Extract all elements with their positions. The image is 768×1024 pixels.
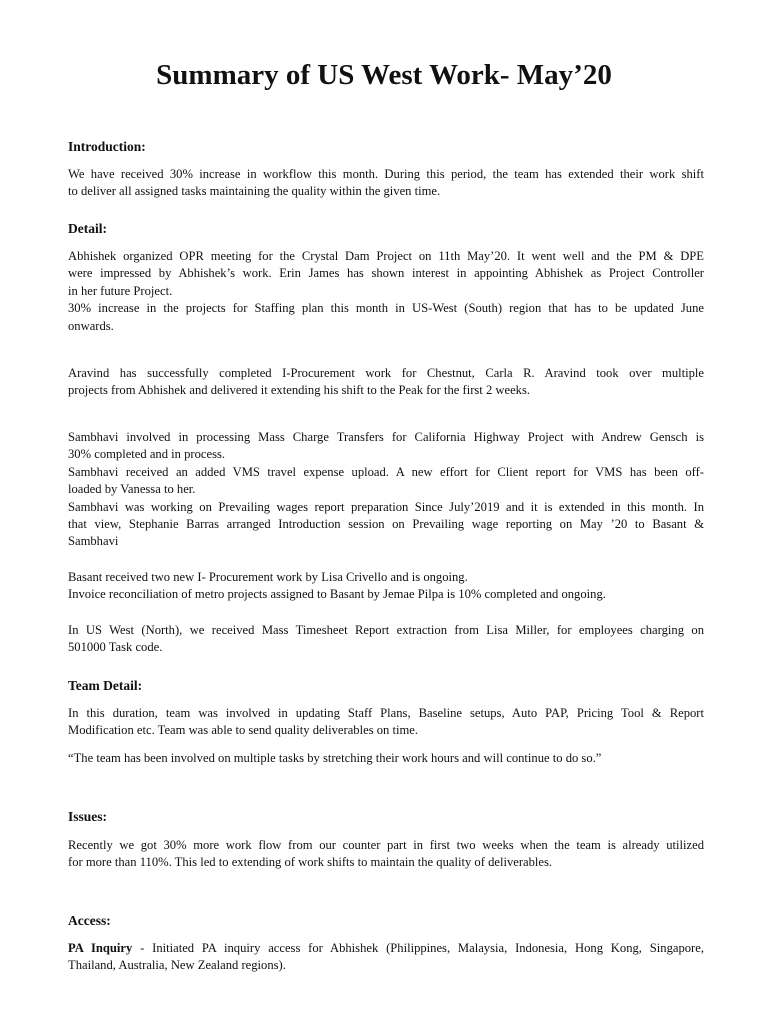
text-line: We have received 30% increase in workflow this month. During this period, the team has extended their work shift	[68, 167, 704, 181]
text-line: Sambhavi	[68, 534, 119, 549]
heading-detail: Detail:	[68, 221, 107, 236]
text-line: projects from Abhishek and delivered it extending his shift to the Peak for the first 2 weeks.	[68, 383, 531, 398]
paragraph-detail-abhishek	[68, 248, 704, 335]
text-line: Modification etc. Team was able to send quality deliverables on time.	[68, 723, 419, 738]
text-line: for more than 110%. This led to extending of work shifts to maintain the quality of deliverables.	[68, 855, 553, 870]
heading-team-detail: Team Detail:	[68, 678, 143, 693]
text-line: In this duration, team was involved in updating Staff Plans, Baseline setups, Auto PAP, Pricing Tool & Report	[68, 706, 704, 720]
text-line: In US West (North), we received Mass Timesheet Report extraction from Lisa Miller, for employees charging on	[68, 623, 704, 637]
text-line: Invoice reconciliation of metro projects assigned to Basant by Jemae Pilpa is 10% completed and ongoing.	[68, 587, 606, 602]
text-line: 30% increase in the projects for Staffing plan this month in US-West (South) region that has to be updated June	[68, 301, 704, 316]
text-line: onwards.	[68, 318, 114, 333]
text-line: 501000 Task code.	[68, 640, 163, 655]
text-line: Sambhavi received an added VMS travel expense upload. A new effort for Client report for VMS has been off-	[68, 464, 704, 479]
text-line	[68, 940, 704, 957]
paragraph-team-detail	[68, 705, 704, 740]
paragraph-detail-sambhavi	[68, 429, 704, 551]
paragraph-introduction	[68, 166, 704, 201]
text-line: were impressed by Abhishek’s work. Erin James has shown interest in appointing Abhishek as Project Controller	[68, 266, 704, 281]
text-line: Sambhavi involved in processing Mass Charge Transfers for California Highway Project with Andrew Gensch is	[68, 430, 704, 444]
heading-issues: Issues:	[68, 809, 108, 824]
pa-inquiry-label: PA Inquiry	[68, 941, 133, 955]
text-line: loaded by Vanessa to her.	[68, 482, 196, 497]
document-title: Summary of US West Work- May’20	[156, 59, 612, 91]
text-line: Sambhavi was working on Prevailing wages report preparation Since July’2019 and it is extended in this month. In	[68, 499, 704, 514]
text-line: Abhishek organized OPR meeting for the Crystal Dam Project on 11th May’20. It went well and the PM & DPE	[68, 249, 704, 263]
heading-introduction: Introduction:	[68, 139, 146, 154]
heading-access: Access:	[68, 913, 111, 928]
paragraph-access	[68, 940, 704, 975]
text-line: in her future Project.	[68, 283, 173, 298]
paragraph-issues	[68, 837, 704, 872]
team-quote	[68, 750, 704, 767]
text-line: Recently we got 30% more work flow from our counter part in first two weeks when the team is already utilized	[68, 838, 704, 852]
paragraph-detail-north	[68, 622, 704, 657]
text-line: 30% completed and in process.	[68, 447, 226, 462]
paragraph-detail-aravind	[68, 365, 704, 400]
text-line: Basant received two new I- Procurement work by Lisa Crivello and is ongoing.	[68, 570, 468, 584]
pa-inquiry-text: - Initiated PA inquiry access for Abhishek (Philippines, Malaysia, Indonesia, Hong Kong, Singapore,	[132, 941, 704, 955]
text-line: “The team has been involved on multiple tasks by stretching their work hours and will continue to do so.”	[68, 751, 602, 765]
text-line: Thailand, Australia, New Zealand regions).	[68, 958, 286, 973]
paragraph-detail-basant	[68, 569, 704, 604]
text-line: to deliver all assigned tasks maintaining the quality within the given time.	[68, 184, 441, 199]
text-line: that view, Stephanie Barras arranged Introduction session on Prevailing wage reporting on May ’20 to Basant &	[68, 517, 704, 532]
text-line: Aravind has successfully completed I-Procurement work for Chestnut, Carla R. Aravind took over multiple	[68, 366, 704, 380]
